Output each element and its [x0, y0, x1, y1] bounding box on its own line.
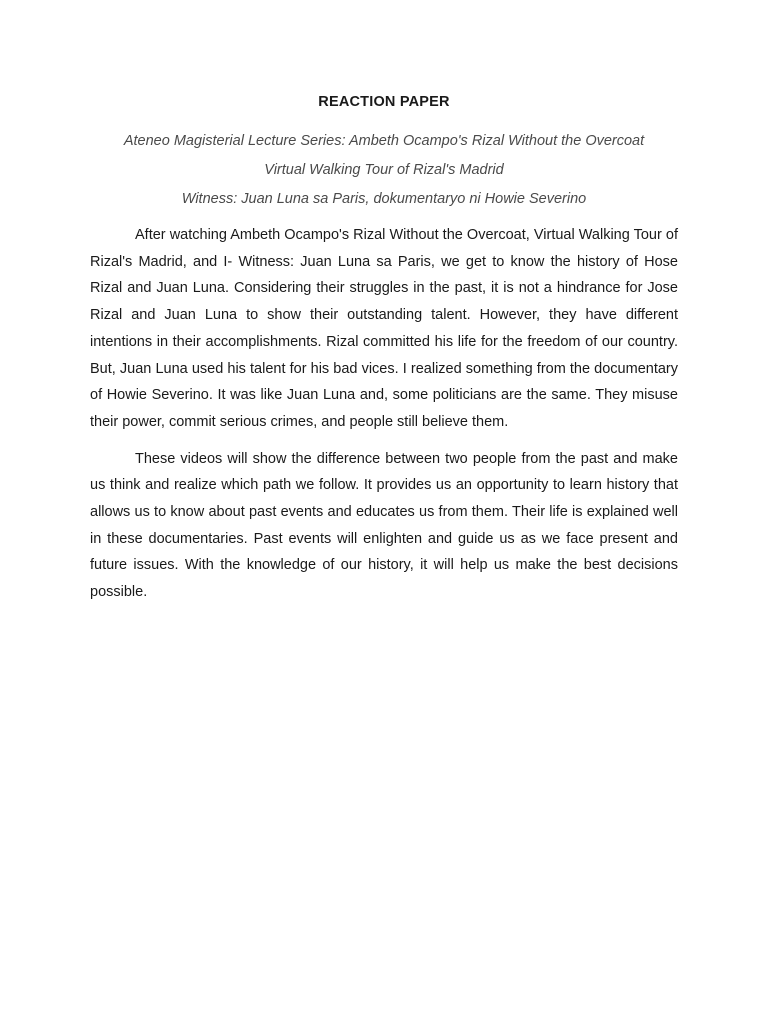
- subtitle-lecture-series: Ateneo Magisterial Lecture Series: Ambeth Ocampo's Rizal Without the Overcoat: [123, 133, 645, 149]
- body-paragraph-1: After watching Ambeth Ocampo's Rizal Without the Overcoat, Virtual Walking Tour of Rizal's Madrid, and I- Witness: Juan Luna sa Paris, we get to know the history of Hose Rizal and Juan Luna. Considering their struggles in the past, it is not a hindrance for Jose Rizal and Juan Luna to show their outstanding talent. However, they have different intentions in their accomplishments. Rizal committed his life for the freedom of our country. But, Juan Luna used his talent for his bad vices. I realized something from the documentary of Howie Severino. It was like Juan Luna and, some politicians are the same. They misuse their power, commit serious crimes, and people still believe them.: [90, 227, 678, 430]
- subtitle-walking-tour: Virtual Walking Tour of Rizal's Madrid: [264, 162, 504, 178]
- subtitle-witness: Witness: Juan Luna sa Paris, dokumentaryo ni Howie Severino: [181, 191, 587, 207]
- body-paragraph-2: These videos will show the difference between two people from the past and make us think and realize which path we follow. It provides us an opportunity to learn history that allows us to know about past events and educates us from them. Their life is explained well in these documentaries. Past events will enlighten and guide us as we face present and future issues. With the knowledge of our history, it will help us make the best decisions possible.: [90, 450, 678, 601]
- subtitle-block: [90, 127, 678, 214]
- document-title: REACTION PAPER: [318, 94, 450, 110]
